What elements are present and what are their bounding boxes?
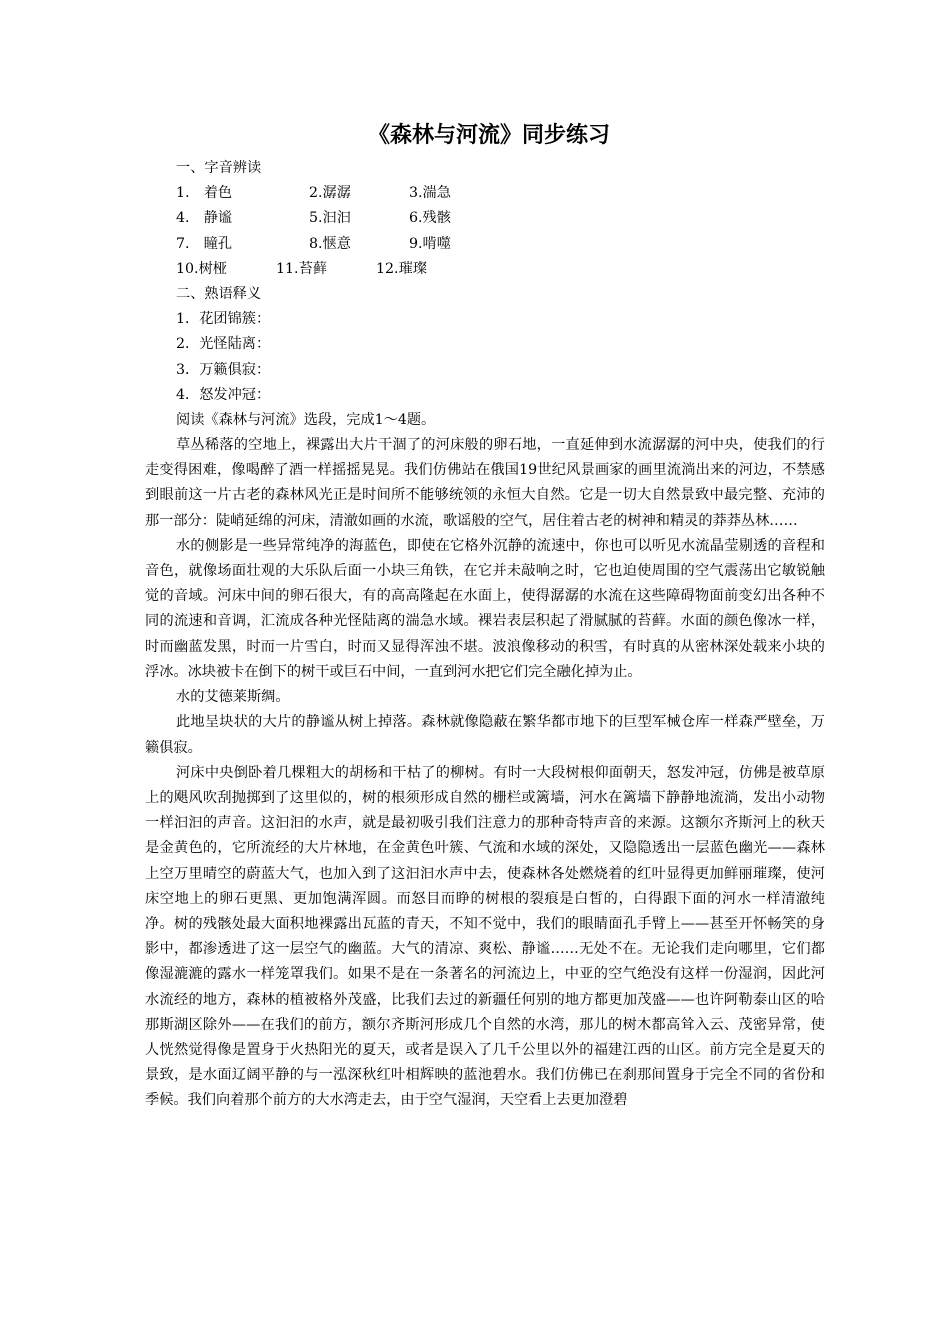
pronunciation-item: 4. 静谧 <box>176 210 233 227</box>
idiom-item: 3．万籁俱寂： <box>176 361 271 378</box>
pronunciation-item: 8.惬意 <box>309 235 351 252</box>
pronunciation-item: 7. 瞳孔 <box>176 235 233 252</box>
reading-paragraph: 水的侧影是一些异常纯净的海蓝色，即使在它格外沉静的流速中，你也可以听见水流晶莹剔透的音程和音色，就像场面壮观的大乐队后面一小块三角铁，在它并未敲响之时，它也迫使周围的空气震荡出它敏锐触觉的音域。河床中间的卵石很大，有的高高隆起在水面上，使得潺潺的水流在这些障碍物面前变幻出各种不同的流速和音调，汇流成各种光怪陆离的湍急水域。裸岩表层积起了滑腻腻的苔藓。水面的颜色像冰一样，时而幽蓝发黑，时而一片雪白，时而又显得浑浊不堪。波浪像移动的积雪，有时真的从密林深处载来小块的浮冰。冰块被卡在倒下的树干或巨石中间，一直到河水把它们完全融化掉为止。 <box>145 537 825 680</box>
pronunciation-row <box>145 206 825 231</box>
document-page <box>145 120 825 1114</box>
idiom-item: 1．花团锦簇： <box>176 311 271 328</box>
reading-paragraph: 水的艾德莱斯绸。 <box>176 689 290 706</box>
pronunciation-item: 3.湍急 <box>409 185 451 202</box>
pronunciation-item: 12.璀璨 <box>376 260 427 277</box>
pronunciation-item: 9.啃噬 <box>409 235 451 252</box>
page-title: 《森林与河流》同步练习 <box>367 123 610 148</box>
pronunciation-row <box>145 257 825 282</box>
section-heading: 一、字音辨读 <box>176 160 262 176</box>
idiom-item: 2．光怪陆离： <box>176 336 271 353</box>
pronunciation-item: 1. 着色 <box>176 185 233 202</box>
pronunciation-item: 2.潺潺 <box>309 185 351 202</box>
reading-paragraph: 草丛稀落的空地上，裸露出大片干涸了的河床般的卵石地，一直延伸到水流潺潺的河中央，使我们的行走变得困难，像喝醉了酒一样摇摇晃晃。我们仿佛站在俄国19世纪风景画家的画里流淌出来的河边，不禁感到眼前这一片古老的森林风光正是时间所不能够统领的永恒大自然。它是一切大自然景致中最完整、充沛的那一部分：陡峭延绵的河床，清澈如画的水流，歌谣般的空气，居住着古老的树神和精灵的莽莽丛林…… <box>145 437 825 529</box>
reading-paragraph: 此地呈块状的大片的静谧从树上掉落。森林就像隐蔽在繁华都市地下的巨型军械仓库一样森严壁垒，万籁俱寂。 <box>145 714 825 756</box>
pronunciation-item: 5.汩汩 <box>309 210 351 227</box>
pronunciation-row <box>145 181 825 206</box>
reading-paragraph: 河床中央倒卧着几棵粗大的胡杨和干枯了的柳树。有时一大段树根仰面朝天，怒发冲冠，仿佛是被草原上的飓风吹刮抛掷到了这里似的，树的根须形成自然的栅栏或篱墙，河水在篱墙下静静地流淌，发出小动物一样汩汩的声音。这汩汩的水声，就是最初吸引我们注意力的那种奇特声音的来源。这额尔齐斯河上的秋天是金黄色的，它所流经的大片林地，在金黄色叶簇、气流和水域的深处，又隐隐透出一层蓝色幽光——森林上空万里晴空的蔚蓝大气，也加入到了这汩汩水声中去，使森林各处燃烧着的红叶显得更加鲜丽璀璨，使河床空地上的卵石更黑、更加饱满浑圆。而怒目而睁的树根的裂痕是白皙的，白得跟下面的河水一样清澈纯净。树的残骸处最大面积地裸露出瓦蓝的青天，不知不觉中，我们的眼睛面孔手臂上——甚至开怀畅笑的身影中，都渗透进了这一层空气的幽蓝。大气的清凉、爽松、静谧……无处不在。无论我们走向哪里，它们都像湿漉漉的露水一样笼罩我们。如果不是在一条著名的河流边上，中亚的空气绝没有这样一份湿润，因此河水流经的地方，森林的植被格外茂盛，比我们去过的新疆任何别的地方都更加茂盛——也许阿勒泰山区的哈那斯湖区除外——在我们的前方，额尔齐斯河形成几个自然的水湾，那儿的树木都高耸入云、茂密异常，使人恍然觉得像是置身于火热阳光的夏天，或者是误入了几千公里以外的福建江西的山区。前方完全是夏天的景致，是水面辽阔平静的与一泓深秋红叶相辉映的蓝池碧水。我们仿佛已在刹那间置身于完全不同的省份和季候。我们向着那个前方的大水湾走去，由于空气湿润，天空看上去更加澄碧 <box>145 764 825 1109</box>
reading-instruction: 阅读《森林与河流》选段，完成1～4题。 <box>176 411 436 428</box>
pronunciation-row <box>145 232 825 257</box>
idiom-item: 4．怒发冲冠： <box>176 386 271 403</box>
pronunciation-item: 6.残骸 <box>409 210 451 227</box>
pronunciation-item: 10.树桠 <box>176 260 227 277</box>
section-heading: 二、熟语释义 <box>176 285 262 302</box>
pronunciation-item: 11.苔藓 <box>276 260 327 277</box>
